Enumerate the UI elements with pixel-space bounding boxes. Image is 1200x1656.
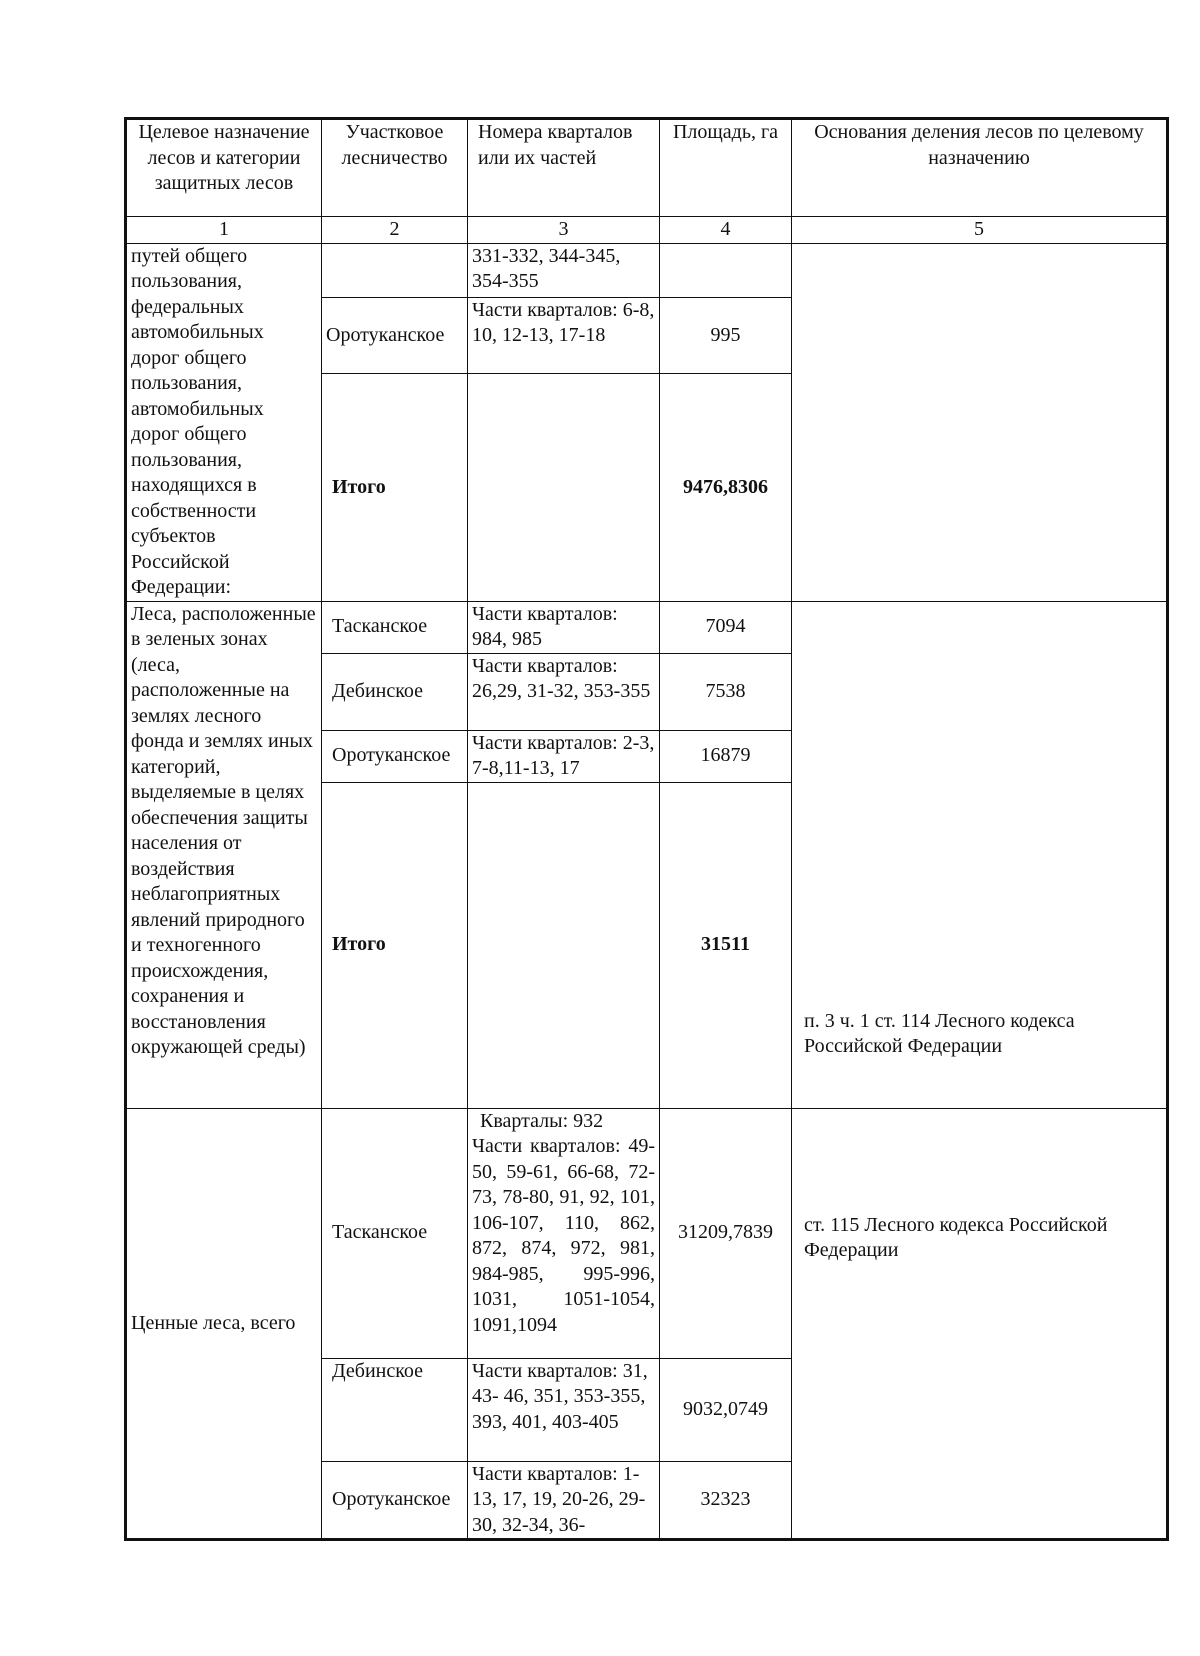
area-cell: 7538 <box>660 653 792 730</box>
col-index-1: 1 <box>126 217 322 244</box>
total-area: 31511 <box>660 782 792 1108</box>
header-area: Площадь, га <box>660 119 792 217</box>
quarters-cell: Части кварталов: 31, 43- 46, 351, 353-355, 393, 401, 403-405 <box>468 1358 660 1461</box>
purpose-cell: путей общего пользования, федеральных автомобильных дорог общего пользования, автомобильных дорог общего пользования, находящихся в собственности субъектов Российской Федерации: <box>126 243 322 601</box>
basis-cell: п. 3 ч. 1 ст. 114 Лесного кодекса Российской Федерации <box>792 601 1168 1108</box>
basis-cell: ст. 115 Лесного кодекса Российской Федерации <box>792 1108 1168 1540</box>
area-cell: 995 <box>660 297 792 373</box>
header-quarters: Номера кварталов или их частей <box>468 119 660 217</box>
col-index-2: 2 <box>322 217 468 244</box>
forestry-cell: Тасканское <box>322 601 468 653</box>
quarters-cell: Части кварталов: 1-13, 17, 19, 20-26, 29-30, 32-34, 36- <box>468 1461 660 1540</box>
basis-cell <box>792 243 1168 601</box>
col-index-3: 3 <box>468 217 660 244</box>
area-cell: 31209,7839 <box>660 1108 792 1358</box>
forestry-cell: Оротуканское <box>322 297 468 373</box>
forestry-cell: Тасканское <box>322 1108 468 1358</box>
col-index-5: 5 <box>792 217 1168 244</box>
quarters-head: Кварталы: 932 <box>480 1109 604 1132</box>
purpose-cell: Леса, расположенные в зеленых зонах (леса, расположенные на землях лесного фонда и землях иных категорий, выделяемые в целях обеспечения защиты населения от воздействия неблагоприятных явлений природного и техногенного происхождения, сохранения и восстановления окружающей среды) <box>126 601 322 1108</box>
forest-purpose-table <box>124 117 1169 1541</box>
area-cell <box>660 243 792 297</box>
area-cell: 32323 <box>660 1461 792 1540</box>
quarters-cell: Части кварталов: 6-8, 10, 12-13, 17-18 <box>468 297 660 373</box>
column-index-row <box>126 217 1168 244</box>
table-header-row <box>126 119 1168 217</box>
forestry-cell <box>322 243 468 297</box>
quarters-list: Части кварталов: 49-50, 59-61, 66-68, 72-73, 78-80, 91, 92, 101, 106-107, 110, 862, 872, 874, 972, 981, 984-985, 995-996, 1031, 1051-1054, 1091,1094 <box>472 1135 655 1336</box>
total-label: Итого <box>322 782 468 1108</box>
forestry-cell: Дебинское <box>322 653 468 730</box>
area-cell: 7094 <box>660 601 792 653</box>
quarters-cell: Части кварталов: 984, 985 <box>468 601 660 653</box>
forestry-cell: Оротуканское <box>322 730 468 782</box>
table-row <box>126 601 1168 653</box>
quarters-cell: 331-332, 344-345, 354-355 <box>468 243 660 297</box>
quarters-cell: Части кварталов: 2-3, 7-8,11-13, 17 <box>468 730 660 782</box>
forestry-cell: Дебинское <box>322 1358 468 1461</box>
total-label: Итого <box>322 374 468 601</box>
area-cell: 9032,0749 <box>660 1358 792 1461</box>
header-forestry: Участковое лесничество <box>322 119 468 217</box>
quarters-cell <box>468 782 660 1108</box>
header-purpose: Целевое назначение лесов и категории защитных лесов <box>126 119 322 217</box>
purpose-cell: Ценные леса, всего <box>126 1108 322 1540</box>
quarters-cell <box>468 374 660 601</box>
forestry-cell: Оротуканское <box>322 1461 468 1540</box>
col-index-4: 4 <box>660 217 792 244</box>
area-cell: 16879 <box>660 730 792 782</box>
table-row <box>126 1108 1168 1358</box>
quarters-cell: Части кварталов: 26,29, 31-32, 353-355 <box>468 653 660 730</box>
total-area: 9476,8306 <box>660 374 792 601</box>
quarters-cell <box>468 1108 660 1358</box>
table-row <box>126 243 1168 297</box>
header-basis: Основания деления лесов по целевому назначению <box>792 119 1168 217</box>
